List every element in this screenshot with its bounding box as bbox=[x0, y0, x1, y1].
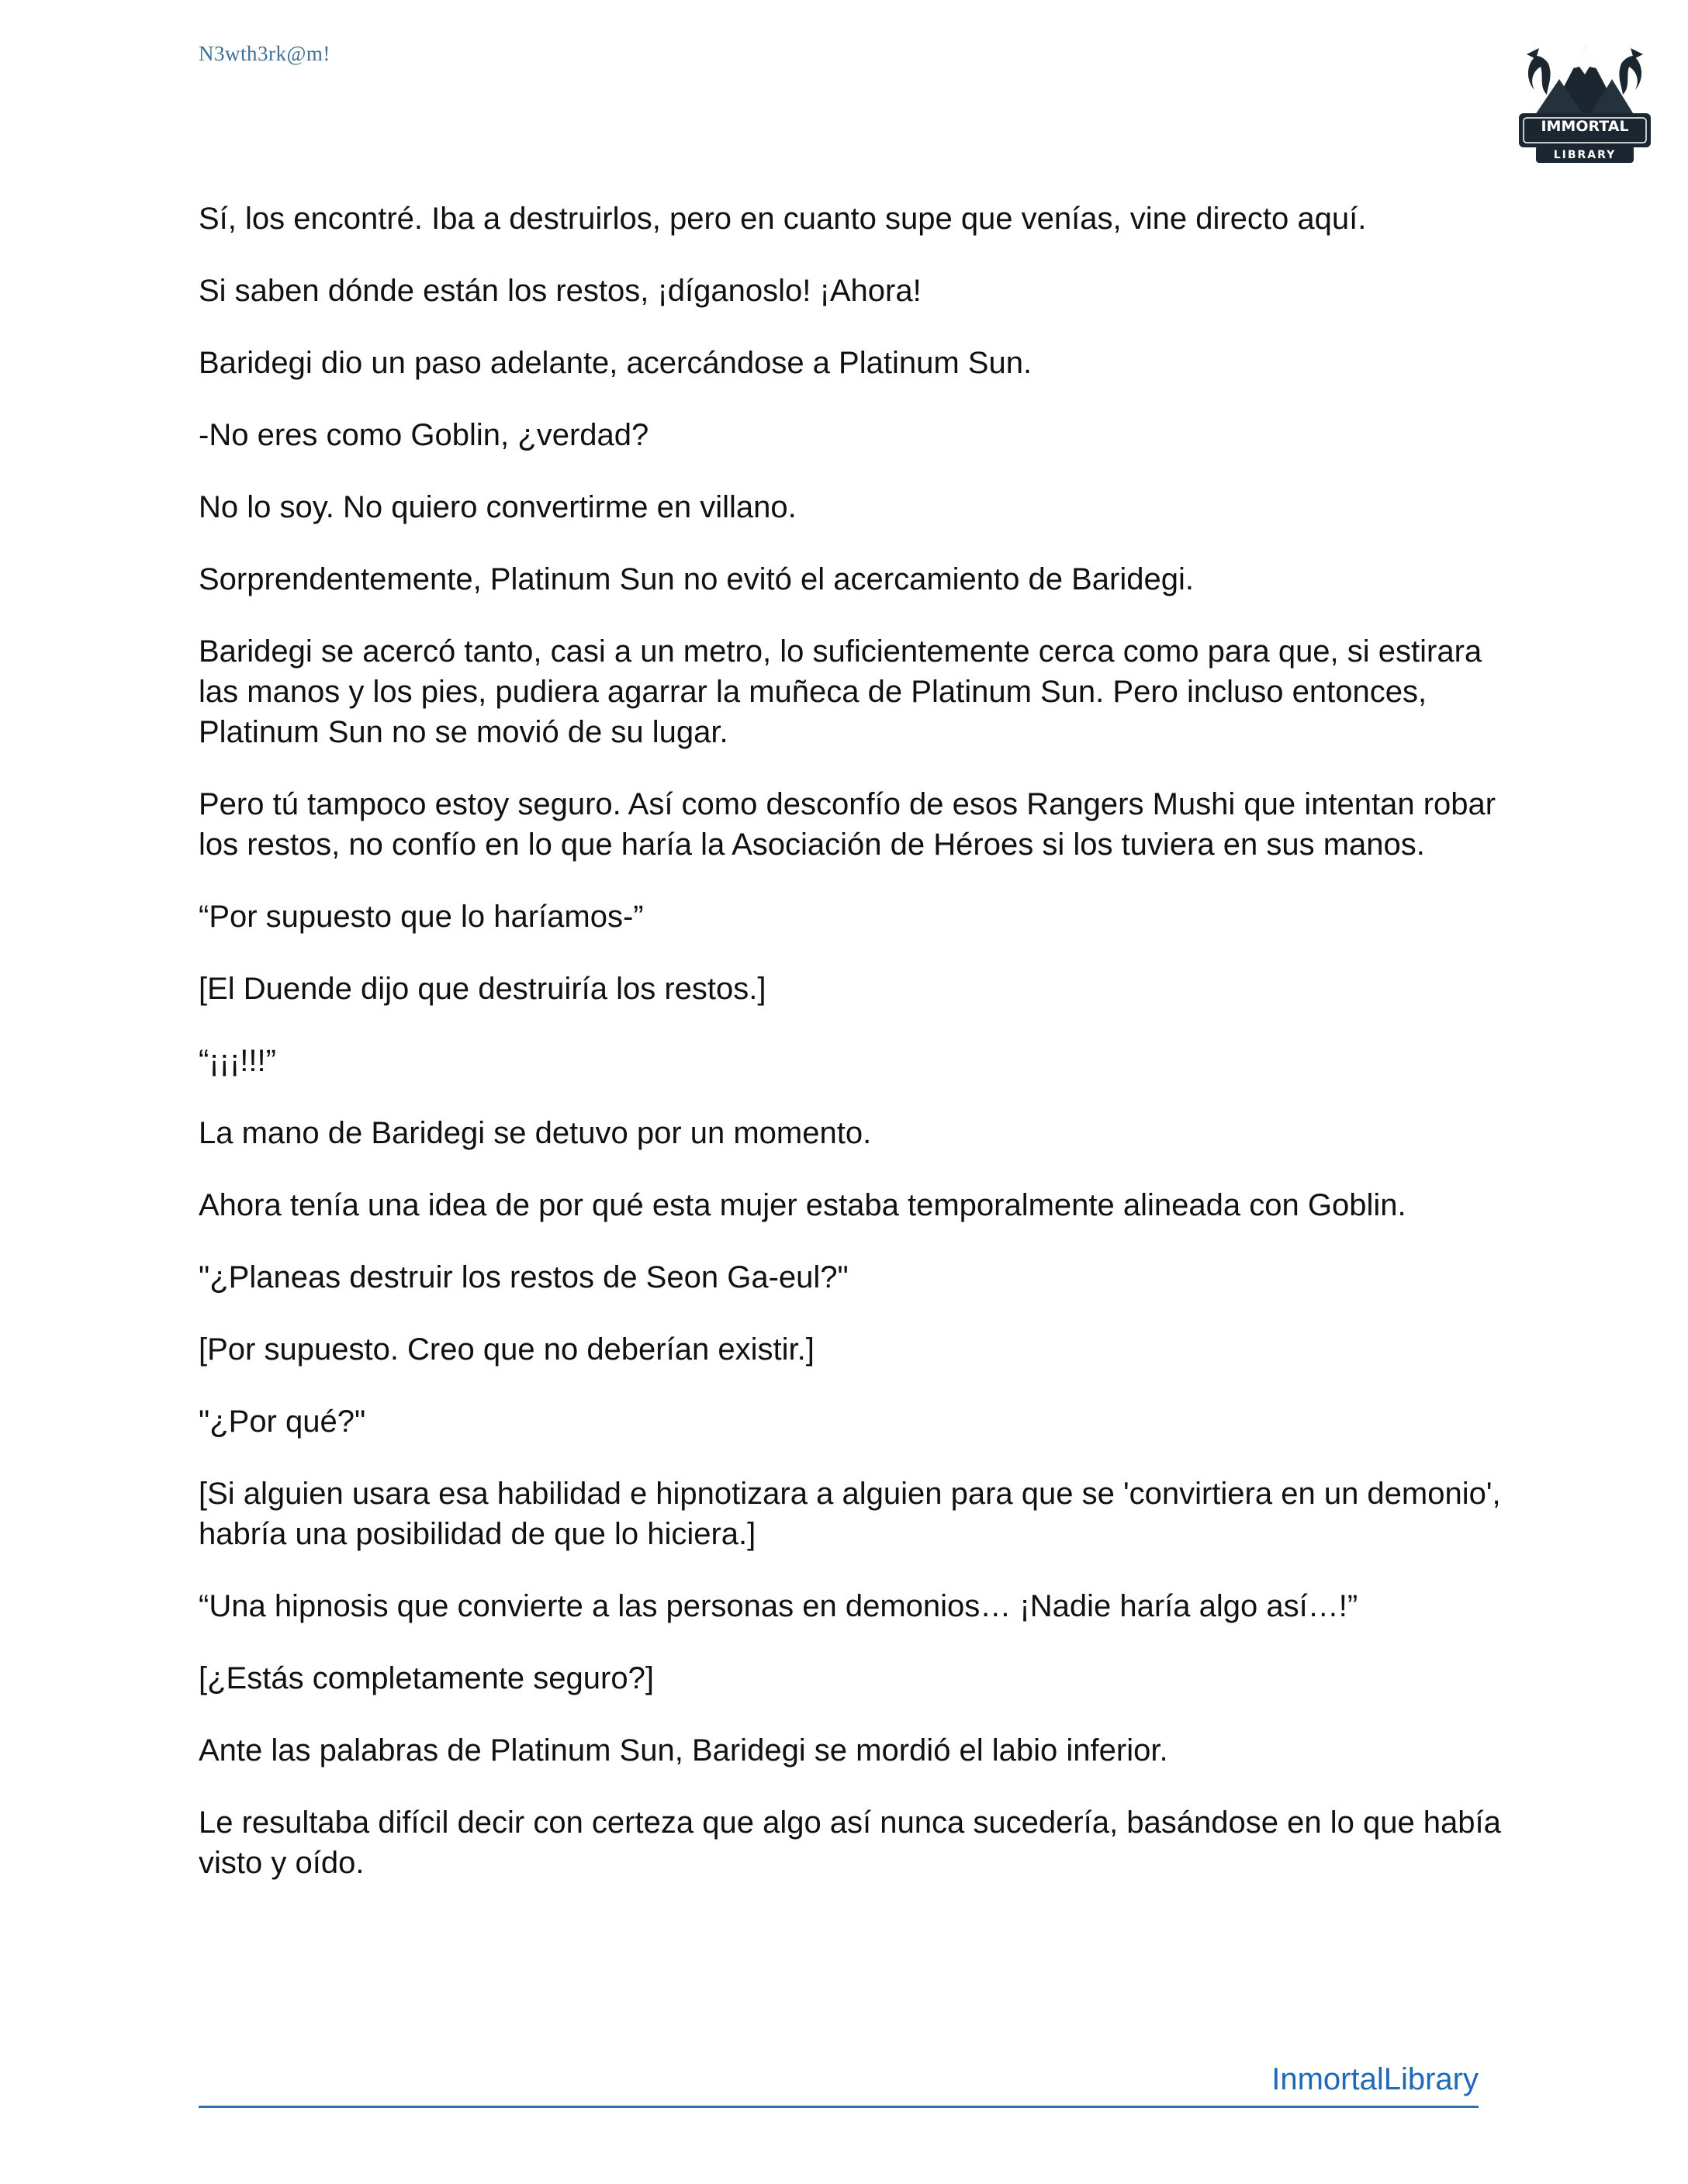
paragraph: [Si alguien usara esa habilidad e hipnotizara a alguien para que se 'convirtiera en un demonio', habría una posibilidad de que lo hiciera.] bbox=[199, 1477, 1501, 1551]
paragraph: Baridegi se acercó tanto, casi a un metro, lo suficientemente cerca como para que, si estirara las manos y los pies, pudiera agarrar la muñeca de Platinum Sun. Pero incluso entonces, Platinum Sun no se movió de su lugar. bbox=[199, 634, 1482, 749]
paragraph: "¿Planeas destruir los restos de Seon Ga-eul?" bbox=[199, 1260, 849, 1294]
logo-title: IMMORTAL bbox=[1541, 118, 1629, 135]
footer-link[interactable]: InmortalLibrary bbox=[1271, 2062, 1479, 2096]
paragraph: Si saben dónde están los restos, ¡díganoslo! ¡Ahora! bbox=[199, 274, 922, 308]
paragraph: [El Duende dijo que destruiría los restos.] bbox=[199, 972, 766, 1006]
paragraph: No lo soy. No quiero convertirme en villano. bbox=[199, 490, 797, 524]
watermark-text: N3wth3rk@m! bbox=[199, 42, 330, 65]
paragraph: “Por supuesto que lo haríamos-” bbox=[199, 900, 644, 934]
paragraph: Sorprendentemente, Platinum Sun no evitó el acercamiento de Baridegi. bbox=[199, 562, 1194, 596]
paragraph: Pero tú tampoco estoy seguro. Así como desconfío de esos Rangers Mushi que intentan robar los restos, no confío en lo que haría la Asociación de Héroes si los tuviera en sus manos. bbox=[199, 787, 1496, 862]
logo-subtitle: LIBRARY bbox=[1553, 149, 1617, 161]
paragraph: [Por supuesto. Creo que no deberían existir.] bbox=[199, 1332, 815, 1367]
paragraph: Baridegi dio un paso adelante, acercándose a Platinum Sun. bbox=[199, 346, 1033, 380]
paragraph: Sí, los encontré. Iba a destruirlos, pero en cuanto supe que venías, vine directo aquí. bbox=[199, 202, 1367, 236]
paragraph: Ante las palabras de Platinum Sun, Baridegi se mordió el labio inferior. bbox=[199, 1733, 1168, 1768]
paragraph: Le resultaba difícil decir con certeza que algo así nunca sucedería, basándose en lo que había visto y oído. bbox=[199, 1806, 1501, 1880]
footer-rule bbox=[199, 2059, 1479, 2108]
paragraph: “¡¡¡!!!” bbox=[199, 1044, 276, 1078]
paragraph: "¿Por qué?" bbox=[199, 1405, 366, 1439]
paragraph: -No eres como Goblin, ¿verdad? bbox=[199, 418, 649, 452]
immortal-library-logo bbox=[1513, 33, 1657, 164]
paragraph: [¿Estás completamente seguro?] bbox=[199, 1661, 654, 1695]
paragraph: Ahora tenía una idea de por qué esta mujer estaba temporalmente alineada con Goblin. bbox=[199, 1188, 1406, 1222]
document-body bbox=[199, 199, 1517, 1915]
paragraph: “Una hipnosis que convierte a las personas en demonios… ¡Nadie haría algo así…!” bbox=[199, 1589, 1358, 1623]
paragraph: La mano de Baridegi se detuvo por un momento. bbox=[199, 1116, 872, 1150]
